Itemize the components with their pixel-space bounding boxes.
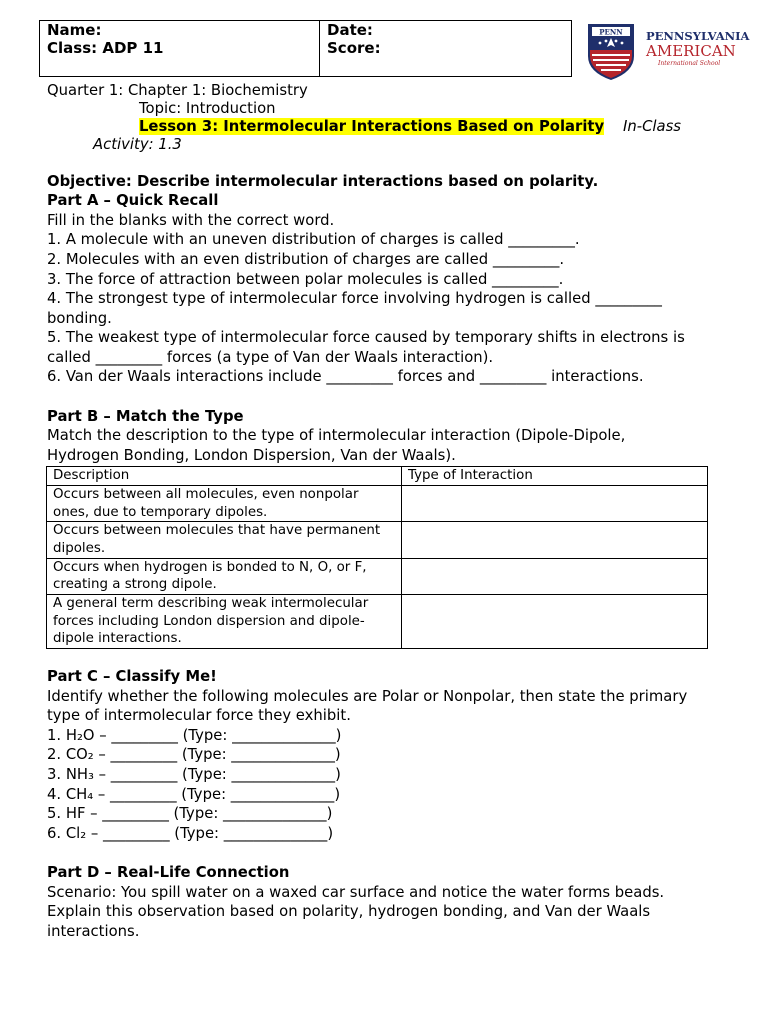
part-d-line: interactions. [47,923,140,940]
table-cell-answer[interactable] [402,486,708,522]
activity-label: Activity: 1.3 [93,136,182,153]
table-cell-answer[interactable] [402,522,708,558]
class-label: Class: ADP 11 [47,39,164,57]
table-cell-answer[interactable] [402,594,708,648]
score-label: Score: [327,39,381,57]
logo-line2: AMERICAN [646,42,736,60]
part-c-item: 6. Cl₂ – _________ (Type: ______________) [47,825,334,842]
table-header-type: Type of Interaction [402,467,708,486]
header-divider [319,20,320,77]
part-c-item: 5. HF – _________ (Type: ______________) [47,805,333,822]
part-c-item: 1. H₂O – _________ (Type: ______________) [47,727,342,744]
table-row [47,558,708,594]
table-cell-answer[interactable] [402,558,708,594]
table-header-row [47,467,708,486]
table-row [47,522,708,558]
shield-text: PENN [599,27,623,37]
part-a-line: 2. Molecules with an even distribution of charges are called _________. [47,251,565,268]
table-cell-description: Occurs between molecules that have permanent dipoles. [47,522,402,558]
date-label: Date: [327,21,373,39]
part-a-title: Part A – Quick Recall [47,192,219,209]
part-b-title: Part B – Match the Type [47,408,244,425]
part-b-instruction: Match the description to the type of intermolecular interaction (Dipole-Dipole, [47,427,626,444]
quarter-line: Quarter 1: Chapter 1: Biochemistry [47,82,308,99]
part-a-line: 5. The weakest type of intermolecular force caused by temporary shifts in electrons is [47,329,685,346]
table-row [47,594,708,648]
part-a-line: 6. Van der Waals interactions include _________ forces and _________ interactions. [47,368,644,385]
part-c-item: 4. CH₄ – _________ (Type: ______________) [47,786,341,803]
part-c-item: 2. CO₂ – _________ (Type: ______________) [47,746,341,763]
part-a-line: 4. The strongest type of intermolecular force involving hydrogen is called _________ [47,290,662,307]
part-a-line: bonding. [47,310,112,327]
part-a-line: 1. A molecule with an uneven distribution of charges is called _________. [47,231,580,248]
part-a-line: 3. The force of attraction between polar molecules is called _________. [47,271,564,288]
part-a-instruction: Fill in the blanks with the correct word. [47,212,335,229]
inclass-label: In-Class [623,118,682,135]
logo-line3: International School [658,60,721,67]
table-cell-description: A general term describing weak intermolecular forces including London dispersion and dipole-dipole interactions. [47,594,402,648]
table-cell-description: Occurs when hydrogen is bonded to N, O, or F, creating a strong dipole. [47,558,402,594]
topic-line: Topic: Introduction [139,100,276,117]
table-cell-description: Occurs between all molecules, even nonpolar ones, due to temporary dipoles. [47,486,402,522]
match-table [46,466,708,649]
part-d-line: Scenario: You spill water on a waxed car surface and notice the water forms beads. [47,884,665,901]
part-a-line: called _________ forces (a type of Van der Waals interaction). [47,349,494,366]
part-d-title: Part D – Real-Life Connection [47,864,290,881]
part-c-instruction: type of intermolecular force they exhibit. [47,707,351,724]
part-c-item: 3. NH₃ – _________ (Type: ______________) [47,766,341,783]
name-label: Name: [47,21,102,39]
lesson-title [139,117,604,137]
objective: Objective: Describe intermolecular interactions based on polarity. [47,173,599,190]
part-d-line: Explain this observation based on polarity, hydrogen bonding, and Van der Waals [47,903,651,920]
part-c-title: Part C – Classify Me! [47,668,217,685]
logo-line1: PENNSYLVANIA [646,29,750,43]
lesson-highlight: Lesson 3: Intermolecular Interactions Based on Polarity [139,118,605,135]
school-logo [586,22,750,82]
part-c-instruction: Identify whether the following molecules are Polar or Nonpolar, then state the primary [47,688,688,705]
part-b-instruction: Hydrogen Bonding, London Dispersion, Van der Waals). [47,447,456,464]
table-header-description: Description [47,467,402,486]
table-row [47,486,708,522]
